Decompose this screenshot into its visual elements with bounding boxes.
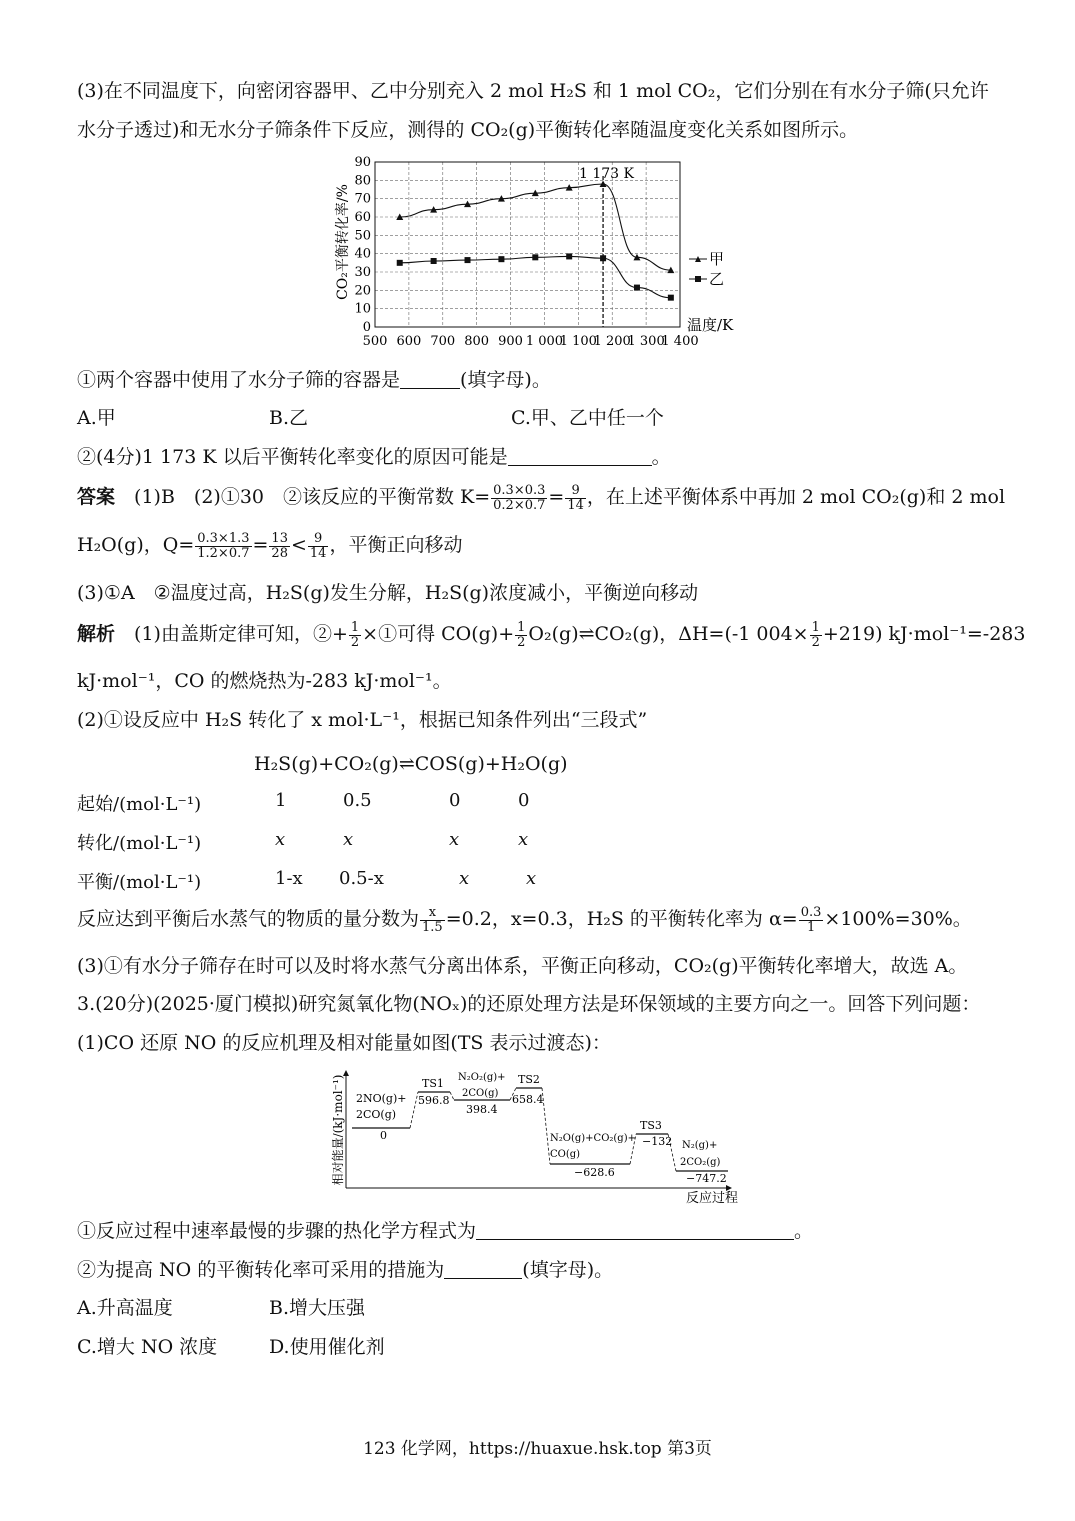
analysis-label: 解析: [77, 623, 116, 646]
table-cell: 0.5: [343, 790, 372, 811]
answer-text: ，在上述平衡体系中再加 2 mol CO₂(g)和 2 mol: [586, 486, 1006, 509]
option-a: A.升高温度: [77, 1297, 173, 1319]
page-footer: 123 化学网，https://huaxue.hsk.top 第3页: [363, 1439, 712, 1459]
state-label: N₂(g)+: [682, 1140, 718, 1151]
half-fraction: $\frac{1}{2}$: [350, 620, 360, 650]
square-marker: [668, 295, 674, 301]
square-marker: [600, 255, 606, 261]
diagram-ylabel: 相对能量/(kJ·mol⁻¹): [331, 1074, 345, 1186]
analysis-line1: 解析 (1)由盖斯定律可知，②+ $\frac{1}{2}$ ×①可得 CO(g)+ $\frac{1}{2}$ O₂(g)⇌CO₂(g)，ΔH=(-1 004× $\frac{1}{2}$ +219) kJ·mol⁻¹=-283: [77, 620, 1026, 650]
x-tick-label: 1 400: [661, 334, 699, 349]
square-marker: [498, 256, 504, 262]
diagram-xlabel: 反应过程: [686, 1191, 739, 1206]
analysis-line4: 反应达到平衡后水蒸气的物质的量分数为 $\frac{x}{1.5}$ =0.2，x=0.3，H₂S 的平衡转化率为 α= $\frac{0.3}{1}$ ×100%=30%。: [77, 905, 972, 935]
y-tick-label: 60: [354, 210, 371, 225]
square-marker: [634, 285, 640, 291]
state-label: 2CO₂(g): [680, 1157, 721, 1168]
series-line-2: [400, 256, 671, 297]
table-cell: x: [343, 829, 354, 850]
answer-line2: H₂O(g)，Q= $\frac{0.3\times 1.3}{1.2\times 0.7}$ = $\frac{13}{28}$ < $\frac{9}{14}$ ，平衡正向移动: [77, 531, 463, 561]
state-value: 658.4: [512, 1093, 544, 1106]
x-tick-label: 1 300: [627, 334, 665, 349]
x-tick-label: 900: [498, 334, 523, 349]
y-tick-label: 70: [354, 191, 371, 207]
q3-2-after: 。: [651, 446, 671, 468]
state-label: TS1: [422, 1077, 444, 1090]
q-next-sub1: (1)CO 还原 NO 的反应机理及相对能量如图(TS 表示过渡态)：: [77, 1032, 611, 1054]
q3-2-text: ②(4分)1 173 K 以后平衡转化率变化的原因可能是: [77, 446, 508, 468]
x-tick-label: 1 100: [559, 334, 597, 349]
row-label: 平衡/(mol·L⁻¹): [77, 872, 202, 893]
y-tick-label: 40: [354, 246, 371, 262]
chart-axes: [354, 155, 698, 349]
row-label: 起始/(mol·L⁻¹): [77, 794, 202, 815]
chart-xlabel: 温度/K: [687, 316, 734, 334]
q3-1-after: (填字母)。: [460, 369, 551, 391]
table-cell: x: [518, 829, 529, 850]
table-cell: 0.5-x: [339, 868, 384, 889]
q-value-fraction: $\frac{13}{28}$: [271, 531, 288, 561]
y-tick-label: 50: [354, 228, 371, 244]
answer-text: H₂O(g)，Q=: [77, 534, 195, 557]
fraction-x: $\frac{x}{1.5}$: [422, 905, 443, 935]
table-cell: 1: [275, 790, 287, 811]
y-tick-label: 30: [354, 265, 371, 280]
k-value-fraction: $\frac{9}{14}$: [567, 483, 584, 513]
legend-square-marker: [695, 276, 701, 282]
y-tick-label: 80: [354, 173, 371, 189]
state-label: 2CO(g): [356, 1108, 397, 1121]
three-stage-equation: H₂S(g)+CO₂(g)⇌COS(g)+H₂O(g): [254, 753, 568, 775]
chart-lines: [400, 184, 671, 298]
y-tick-label: 0: [362, 320, 371, 335]
square-marker: [532, 254, 538, 260]
y-tick-label: 20: [354, 283, 371, 299]
state-label: CO(g): [550, 1149, 581, 1160]
answer-blank[interactable]: [400, 370, 460, 389]
answer-blank[interactable]: [508, 447, 652, 466]
state-value: −132: [642, 1135, 673, 1148]
q3-1-optA: A.甲: [77, 407, 116, 429]
half-fraction: $\frac{1}{2}$: [517, 620, 526, 650]
chart-grid: [375, 162, 680, 327]
state-label: TS3: [640, 1119, 662, 1132]
q3-intro-line2: 水分子透过)和无水分子筛条件下反应，测得的 CO₂(g)平衡转化率随温度变化关系如图所示。: [77, 119, 859, 141]
square-marker: [397, 260, 403, 266]
legend-series-1: 甲: [709, 250, 725, 268]
answer-line1: 答案 (1)B (2)①30 ②该反应的平衡常数 K= $\frac{0.3\times 0.3}{0.2\times 0.7}$ = $\frac{9}{14}$ ，在上述平衡体系中再加 2 mol CO₂(g)和 2 mol: [77, 483, 1006, 513]
energy-diagram: [330, 1068, 750, 1208]
table-cell: x: [459, 868, 470, 889]
q-next-1-2-line: ②为提高 NO 的平衡转化率可采用的措施为 (填字母)。: [77, 1259, 614, 1281]
row-label: 转化/(mol·L⁻¹): [77, 833, 202, 854]
option-d: D.使用催化剂: [269, 1336, 385, 1358]
legend-series-2: 乙: [709, 270, 725, 288]
state-label: N₂O₂(g)+: [458, 1072, 506, 1083]
square-marker: [566, 253, 572, 259]
x-tick-label: 1 200: [593, 334, 631, 349]
answer-text: (1)B (2)①30 ②该反应的平衡常数 K=: [134, 486, 491, 509]
answer-blank[interactable]: [476, 1221, 794, 1240]
state-value: 398.4: [466, 1103, 498, 1116]
k-fraction: $\frac{0.3\times 0.3}{0.2\times 0.7}$: [493, 483, 546, 513]
square-marker: [465, 257, 471, 263]
q3-intro-line1: (3)在不同温度下，向密闭容器甲、乙中分别充入 2 mol H₂S 和 1 mol CO₂，它们分别在有水分子筛(只允许: [77, 80, 989, 102]
q-fraction: $\frac{0.3\times 1.3}{1.2\times 0.7}$: [197, 531, 250, 561]
table-cell: x: [449, 829, 460, 850]
conversion-chart: [325, 152, 755, 352]
state-label: TS2: [518, 1073, 540, 1086]
q-next-title: 3.(20分)(2025·厦门模拟)研究氮氧化物(NOₓ)的还原处理方法是环保领域的主要方向之一。回答下列问题：: [77, 993, 981, 1015]
fraction-alpha: $\frac{0.3}{1}$: [800, 905, 822, 935]
x-tick-label: 1 000: [525, 334, 564, 349]
analysis-line5: (3)①有水分子筛存在时可以及时将水蒸气分离出体系，平衡正向移动，CO₂(g)平衡转化率增大，故选 A。: [77, 955, 968, 977]
chart-legend: [689, 250, 724, 288]
state-label: N₂O(g)+CO₂(g)+: [550, 1133, 636, 1144]
analysis-line2: kJ·mol⁻¹，CO 的燃烧热为-283 kJ·mol⁻¹。: [77, 670, 452, 692]
answer-blank[interactable]: [444, 1260, 522, 1279]
plot-frame: [375, 162, 680, 327]
state-value: 596.8: [418, 1094, 450, 1107]
table-cell: x: [526, 868, 537, 889]
half-fraction: $\frac{1}{2}$: [811, 620, 820, 650]
question-text: ①反应过程中速率最慢的步骤的热化学方程式为: [77, 1220, 477, 1242]
q3-1-optB: B.乙: [269, 407, 309, 429]
table-cell: 0: [449, 790, 461, 811]
analysis-line3: (2)①设反应中 H₂S 转化了 x mol·L⁻¹，根据已知条件列出“三段式”: [77, 709, 648, 731]
chart-annotation: 1 173 K: [579, 166, 634, 182]
x-tick-label: 600: [396, 334, 422, 349]
state-label: 2CO(g): [462, 1088, 499, 1099]
answer-text: ，平衡正向移动: [329, 534, 463, 557]
state-value: 0: [380, 1129, 387, 1142]
table-cell: 0: [518, 790, 530, 811]
q3-1-optC: C.甲、乙中任一个: [511, 407, 664, 429]
y-tick-label: 10: [354, 301, 371, 317]
option-b: B.增大压强: [269, 1297, 366, 1319]
state-value: −628.6: [574, 1166, 615, 1179]
chart-ylabel: CO₂平衡转化率/%: [335, 184, 351, 300]
x-tick-label: 800: [464, 334, 490, 349]
option-c: C.增大 NO 浓度: [77, 1336, 218, 1358]
square-marker: [431, 258, 437, 264]
q3-1-text: ①两个容器中使用了水分子筛的容器是: [77, 369, 401, 391]
table-cell: x: [275, 829, 286, 850]
state-label: 2NO(g)+: [356, 1092, 407, 1105]
question-text: ②为提高 NO 的平衡转化率可采用的措施为: [77, 1259, 445, 1281]
q3-1-line: [77, 369, 551, 392]
answer-line3: (3)①A ②温度过高，H₂S(g)发生分解，H₂S(g)浓度减小，平衡逆向移动: [77, 582, 699, 604]
table-cell: 1-x: [275, 868, 303, 889]
q-next-1-1-line: ①反应过程中速率最慢的步骤的热化学方程式为 。: [77, 1220, 814, 1242]
state-value: −747.2: [686, 1172, 727, 1185]
k-compare-fraction: $\frac{9}{14}$: [309, 531, 327, 561]
answer-label: 答案: [77, 486, 116, 509]
x-tick-label: 700: [430, 334, 456, 349]
x-tick-label: 500: [362, 334, 388, 349]
q3-2-line: [77, 446, 671, 469]
y-tick-label: 90: [354, 155, 371, 170]
